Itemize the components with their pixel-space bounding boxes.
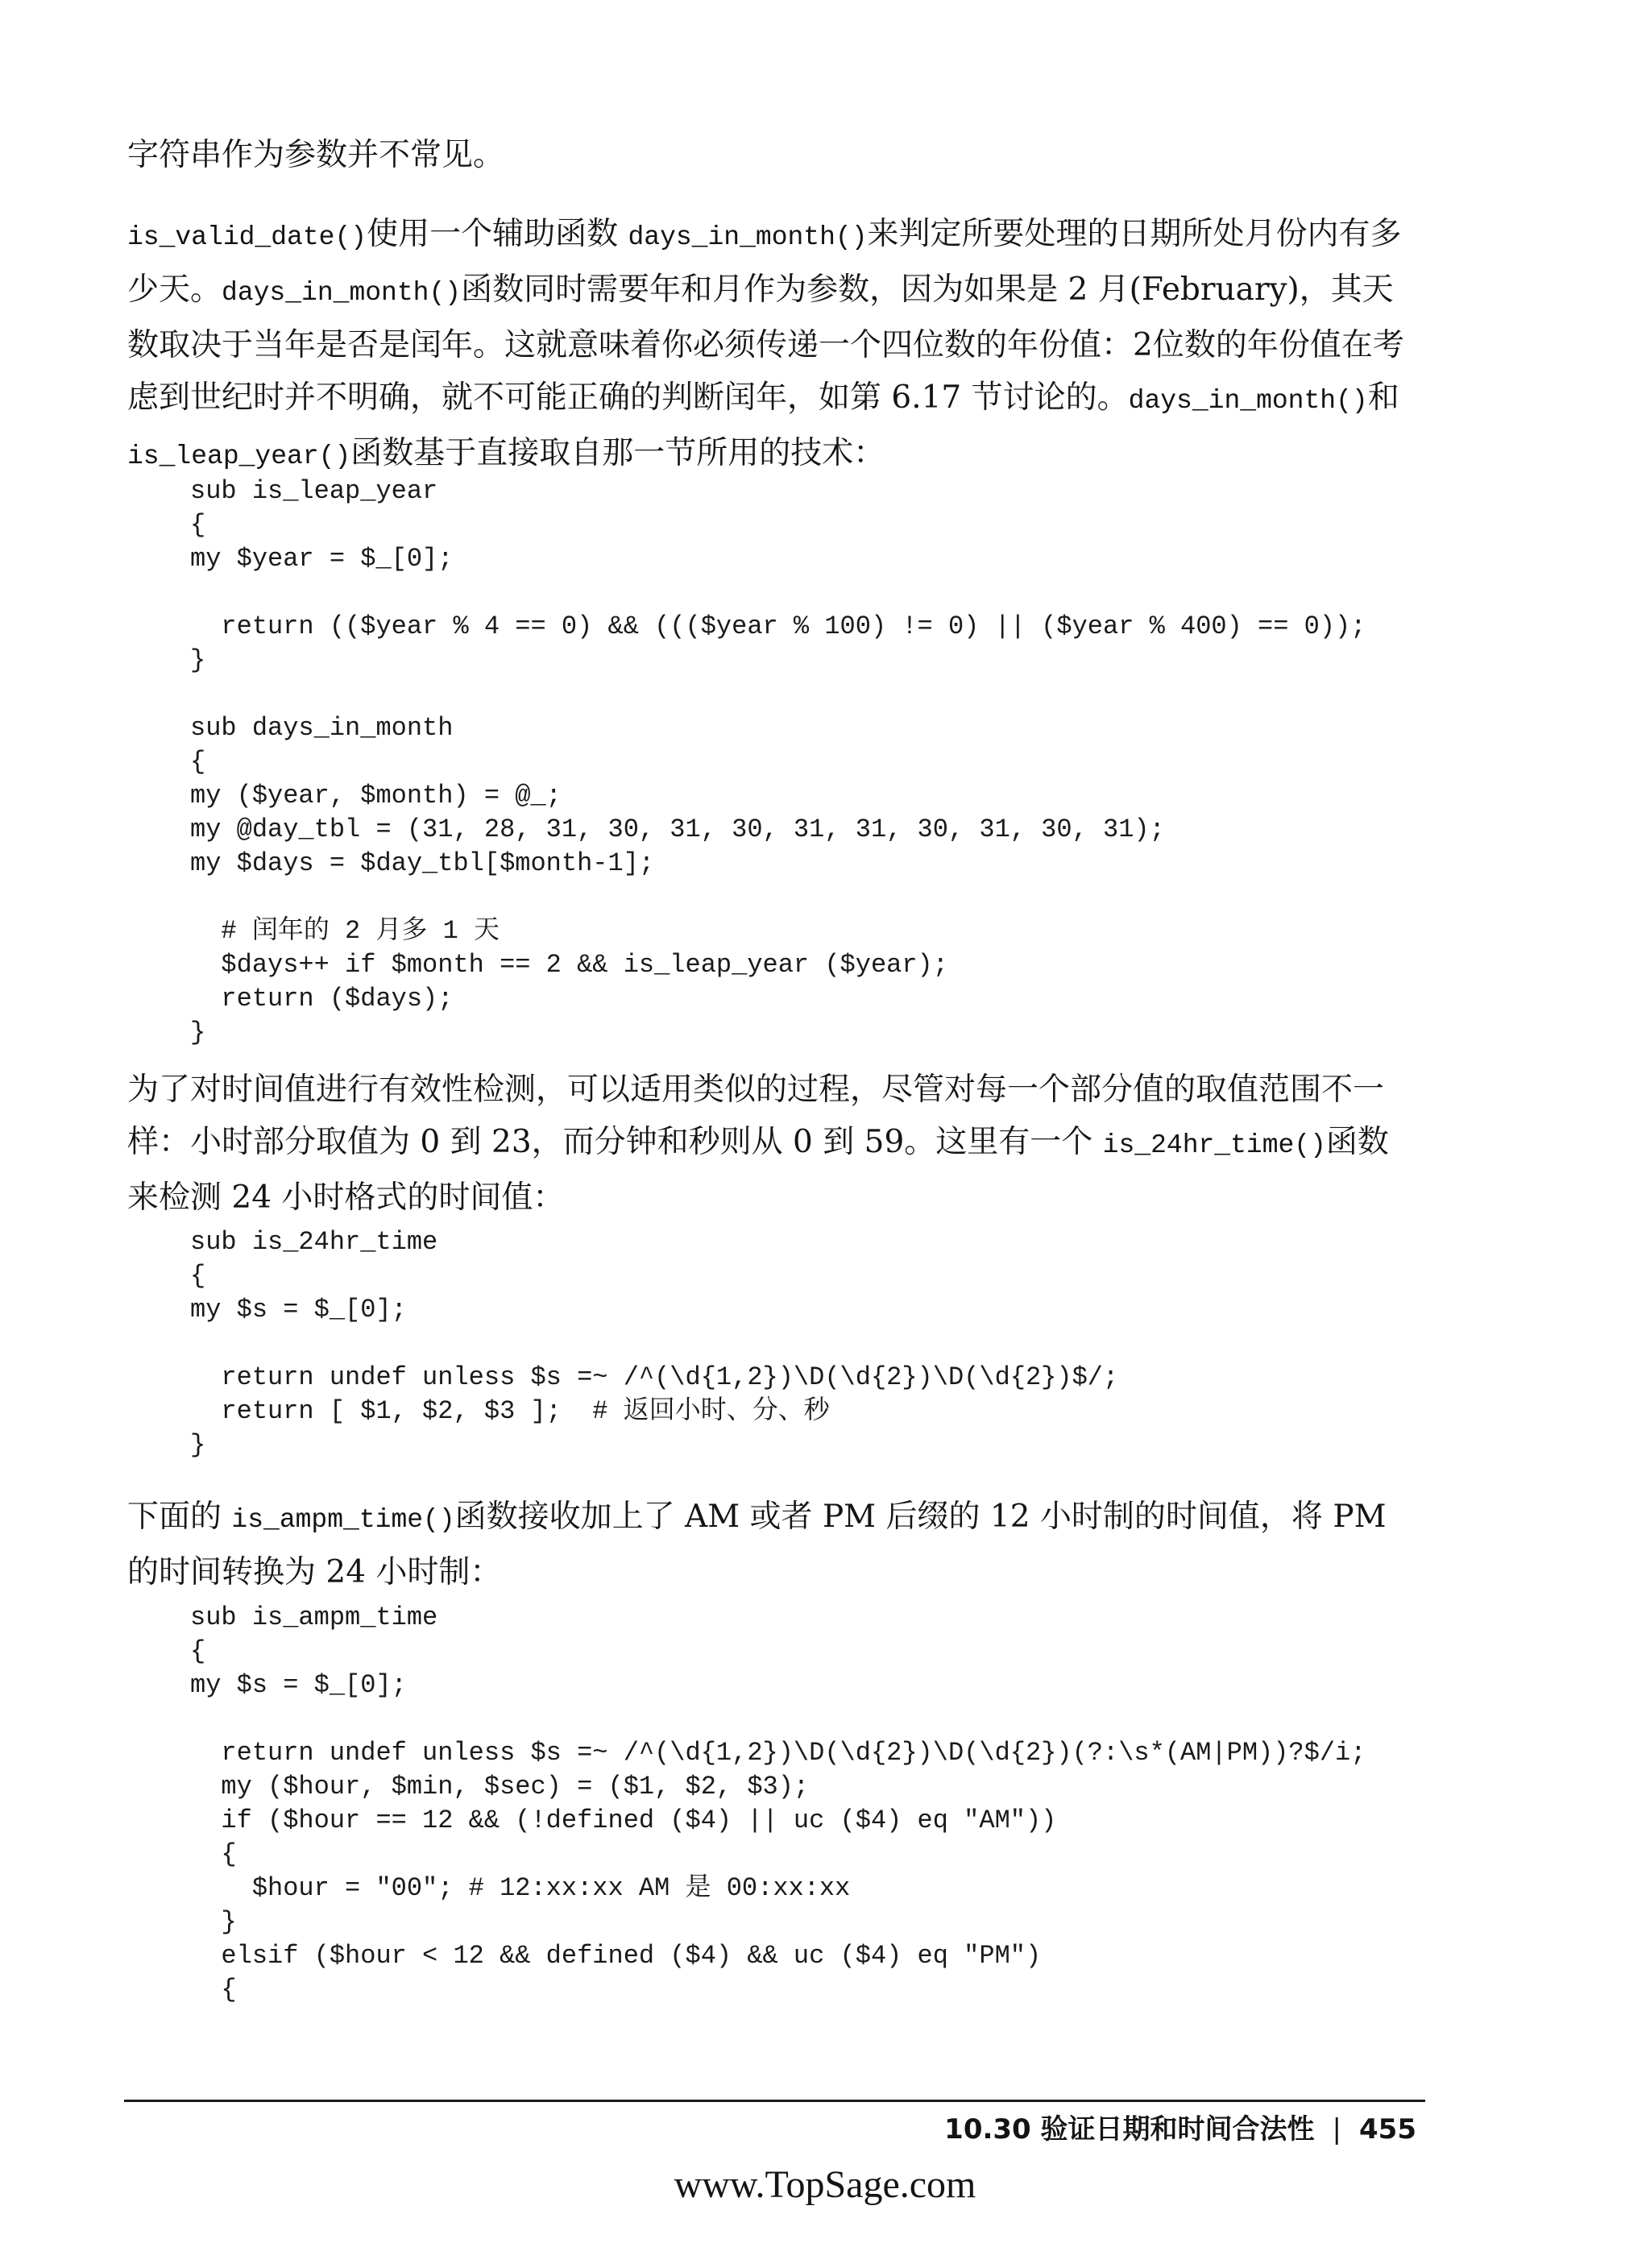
code-block-ampm-time: sub is_ampm_time { my $s = $_[0]; return undef unless $s =~ /^(\d{1,2})\D(\d{2})\D(\d{2})(?:\s*(AM|PM))?$/i; my ($hour, $min, $sec) = ($1, $2, $3); if ($hour == 12 && (!defined ($4) || uc ($4) eq "AM")) { $hour = "00"; # 12:xx:xx AM 是 00:xx:xx } elsif ($hour < 12 && defined ($4) && uc ($4) eq "PM") { bbox=[190, 1603, 1366, 2005]
paragraph-time-validation bbox=[127, 1064, 1412, 1224]
page-number: 455 bbox=[1359, 2113, 1416, 2146]
paragraph-continuation bbox=[127, 129, 1412, 181]
code-block-24hr-time: sub is_24hr_time { my $s = $_[0]; return undef unless $s =~ /^(\d{1,2})\D(\d{2})\D(\d{2})$/; return [ $1, $2, $3 ]; # 返回小时、分、秒 } bbox=[190, 1227, 1119, 1460]
inline-code: days_in_month() bbox=[628, 222, 868, 252]
inline-code: is_24hr_time() bbox=[1102, 1130, 1326, 1160]
text-run: 函数同时需要年和月作为参数，因为如果是 2 月(February)，其天数取决于当年是否是闰年。这就意味着你必须传递一个四位数的年份值：2位数的年份值在考虑到世纪时并不明确，就不可能正确的判断闰年，如第 6.17 节讨论的。 bbox=[127, 272, 1404, 416]
site-watermark: www.TopSage.com bbox=[674, 2163, 976, 2206]
text-run: 函数来检测 24 小时格式的时间值： bbox=[127, 1124, 1389, 1216]
text-run: 为了对时间值进行有效性检测，可以适用类似的过程，尽管对每一个部分值的取值范围不一样：小时部分取值为 0 到 23，而分钟和秒则从 0 到 59。这里有一个 bbox=[127, 1072, 1385, 1160]
page-footer bbox=[944, 2109, 1416, 2150]
inline-code: days_in_month() bbox=[1128, 386, 1368, 416]
footer-separator: | bbox=[1332, 2113, 1342, 2146]
text-run: 使用一个辅助函数 bbox=[367, 216, 628, 252]
text-run: 下面的 bbox=[127, 1499, 232, 1535]
inline-code: days_in_month() bbox=[222, 278, 462, 308]
text-run: 字符串作为参数并不常见。 bbox=[127, 137, 505, 173]
footer-section-title: 10.30 验证日期和时间合法性 bbox=[944, 2113, 1315, 2146]
text-run: 函数基于直接取自那一节所用的技术： bbox=[350, 435, 885, 471]
text-run: 来判定所要处理的日期所处月份内有多少天。 bbox=[127, 216, 1402, 308]
inline-code: is_valid_date() bbox=[127, 222, 367, 252]
inline-code: is_leap_year() bbox=[127, 442, 351, 471]
code-block-leap-year: sub is_leap_year { my $year = $_[0]; return (($year % 4 == 0) && ((($year % 100) != 0) || ($year % 400) == 0)); } sub days_in_month { my ($year, $month) = @_; my @day_tbl = (31, 28, 31, 30, 31, 30, 31, 31, 30, 31, 30, 31); my $days = $day_tbl[$month-1]; # 闰年的 2 月多 1 天 $days++ if $month == 2 && is_leap_year ($year); return ($days); } bbox=[190, 476, 1366, 1047]
paragraph-ampm-intro bbox=[127, 1491, 1412, 1598]
text-run: 函数接收加上了 AM 或者 PM 后缀的 12 小时制的时间值，将 PM 的时间转换为 24 小时制： bbox=[127, 1499, 1387, 1590]
paragraph-days-in-month bbox=[127, 208, 1412, 483]
footer-rule bbox=[124, 2100, 1425, 2102]
text-run: 和 bbox=[1367, 379, 1399, 416]
inline-code: is_ampm_time() bbox=[231, 1505, 455, 1535]
